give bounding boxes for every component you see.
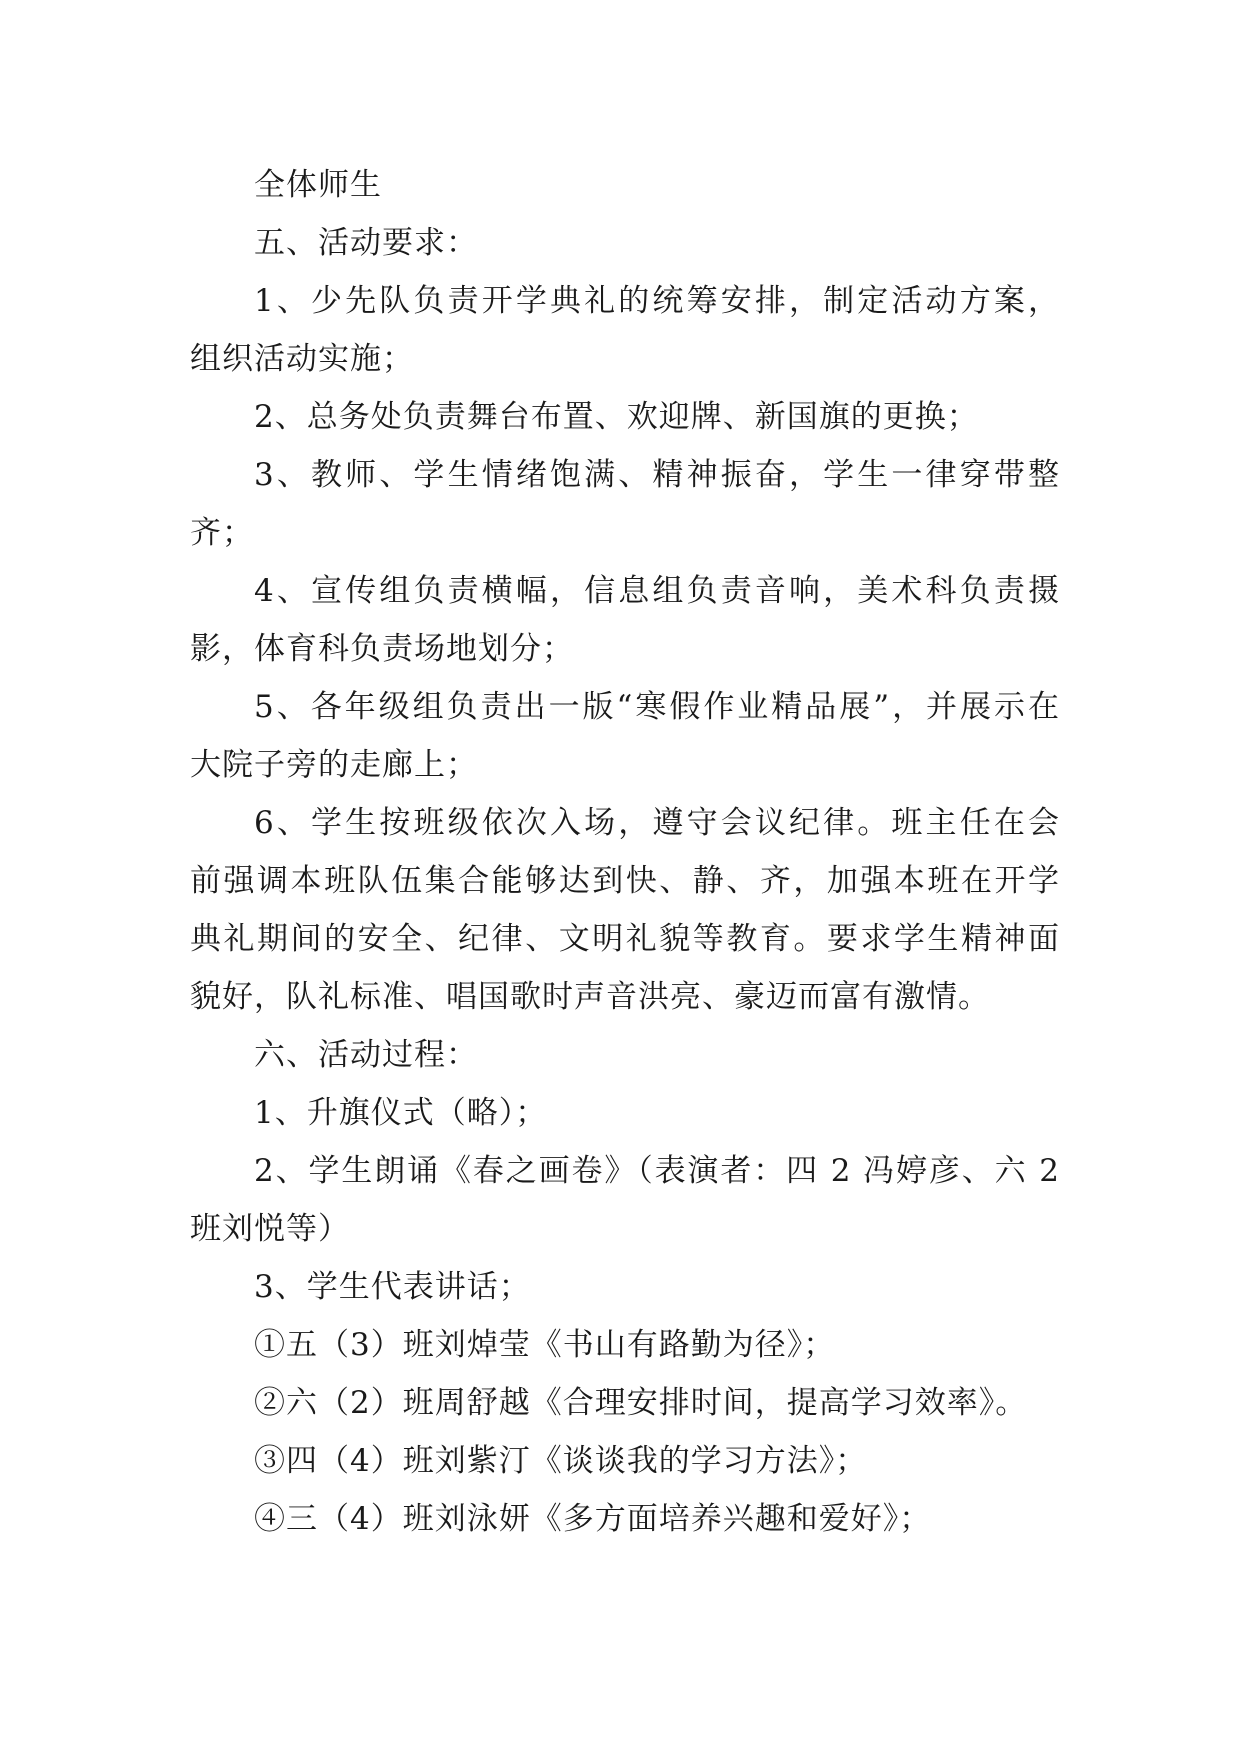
process-item-1: 1、升旗仪式（略）；	[254, 1095, 548, 1131]
requirement-item-4-cont: 影，体育科负责场地划分；	[190, 631, 574, 667]
speech-item-4: ④三（4）班刘泳妍《多方面培养兴趣和爱好》；	[254, 1501, 932, 1537]
text-line-audience: 全体师生	[254, 167, 382, 203]
requirement-item-3: 3、教师、学生情绪饱满、精神振奋，学生一律穿带整	[254, 457, 1060, 493]
requirement-item-4: 4、宣传组负责横幅，信息组负责音响，美术科负责摄	[254, 573, 1060, 609]
section-heading-requirements: 五、活动要求：	[254, 225, 478, 261]
process-item-3: 3、学生代表讲话；	[254, 1269, 531, 1305]
requirement-item-6-cont-2: 典礼期间的安全、纪律、文明礼貌等教育。要求学生精神面	[190, 921, 1060, 957]
requirement-item-5: 5、各年级组负责出一版“寒假作业精品展”，并展示在	[254, 689, 1060, 725]
requirement-item-6-cont-1: 前强调本班队伍集合能够达到快、静、齐，加强本班在开学	[190, 863, 1060, 899]
speech-item-3: ③四（4）班刘紫汀《谈谈我的学习方法》；	[254, 1443, 868, 1479]
requirement-item-2: 2、总务处负责舞台布置、欢迎牌、新国旗的更换；	[254, 399, 979, 435]
requirement-item-6: 6、学生按班级依次入场，遵守会议纪律。班主任在会	[254, 805, 1060, 841]
requirement-item-3-cont: 齐；	[190, 515, 254, 551]
requirement-item-1: 1、少先队负责开学典礼的统筹安排，制定活动方案，	[254, 283, 1060, 319]
section-heading-process: 六、活动过程：	[254, 1037, 478, 1073]
requirement-item-1-cont: 组织活动实施；	[190, 341, 414, 377]
speech-item-1: ①五（3）班刘焯莹《书山有路勤为径》；	[254, 1327, 836, 1363]
process-item-2: 2、学生朗诵《春之画卷》（表演者：四 2 冯婷彦、六 2	[254, 1153, 1060, 1189]
requirement-item-6-cont-3: 貌好，队礼标准、唱国歌时声音洪亮、豪迈而富有激情。	[190, 979, 990, 1015]
process-item-2-cont: 班刘悦等）	[190, 1211, 350, 1247]
requirement-item-5-cont: 大院子旁的走廊上；	[190, 747, 478, 783]
speech-item-2: ②六（2）班周舒越《合理安排时间，提高学习效率》。	[254, 1385, 1028, 1421]
